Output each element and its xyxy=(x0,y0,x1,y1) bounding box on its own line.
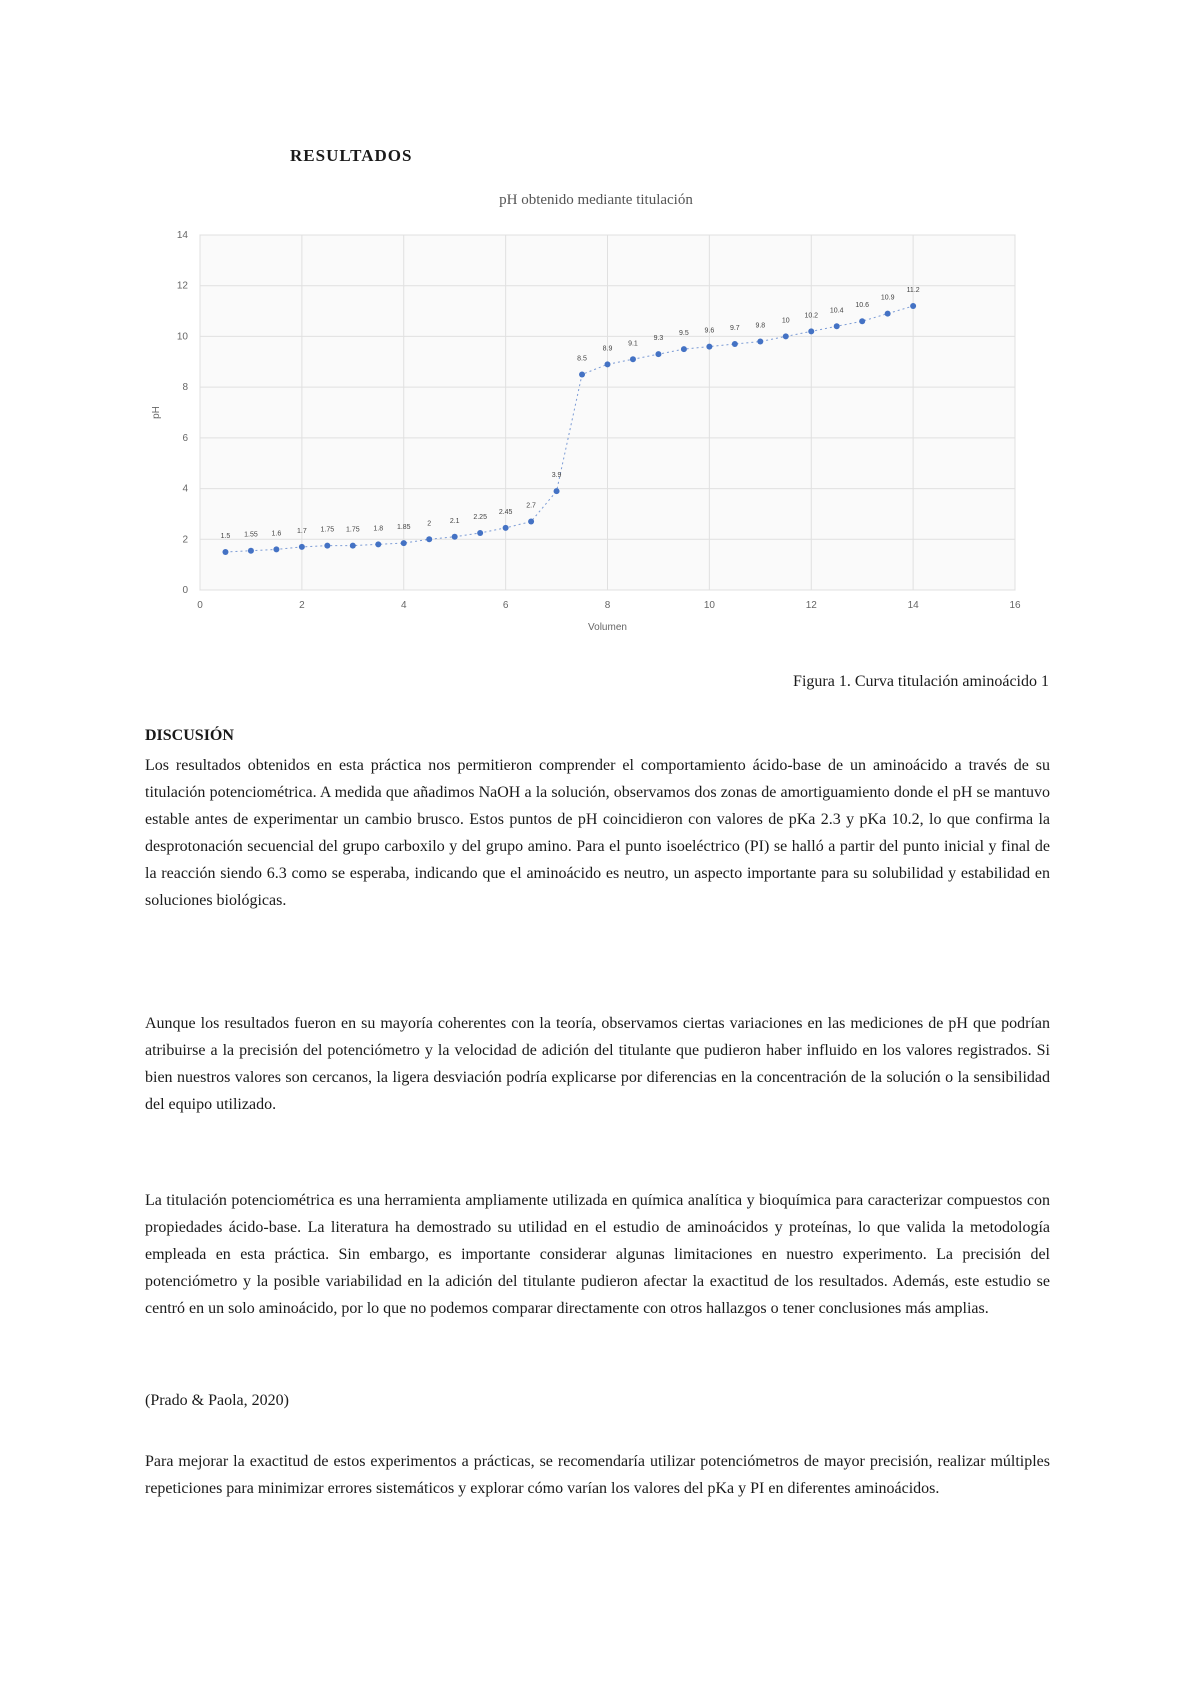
data-label: 1.75 xyxy=(320,526,335,534)
data-point xyxy=(732,341,738,347)
data-point xyxy=(248,548,254,554)
discussion-title: DISCUSIÓN xyxy=(145,727,234,744)
data-point xyxy=(630,356,636,362)
data-point xyxy=(375,541,381,547)
paragraph-4: Para mejorar la exactitud de estos experimentos a prácticas, se recomendaría utilizar potenciómetros de mayor precisión, realizar múltiples repeticiones para minimizar errores sistemáticos y explorar cómo varían los valores del pKa y PI en diferentes aminoácidos. xyxy=(145,1453,1050,1497)
data-label: 11.2 xyxy=(906,287,920,294)
data-label: 10.4 xyxy=(829,307,844,315)
data-label: 1.7 xyxy=(297,527,307,535)
data-label: 2.45 xyxy=(498,508,513,516)
y-tick-label: 12 xyxy=(176,280,188,292)
y-tick-label: 10 xyxy=(176,331,188,343)
paragraph-3: La titulación potenciométrica es una herramienta ampliamente utilizada en química analítica y bioquímica para caracterizar compuestos con propiedades ácido-base. La literatura ha demostrado su utilidad en el estudio de aminoácidos y proteínas, lo que valida la metodología empleada en esta práctica. Sin embargo, es importante considerar algunas limitaciones en nuestro experimento. La precisión del potenciómetro y la posible variabilidad en la adición del titulante pudieron afectar la exactitud de los resultados. Además, este estudio se centró en un solo aminoácido, por lo que no podemos comparar directamente con otros hallazgos o tener conclusiones más amplias. xyxy=(145,1192,1050,1317)
data-label: 2.1 xyxy=(449,517,460,525)
data-point xyxy=(579,371,585,377)
data-label: 10.6 xyxy=(855,302,869,310)
data-label: 10.9 xyxy=(880,294,895,302)
y-axis-label: pH xyxy=(151,406,162,419)
data-point xyxy=(554,488,560,494)
x-axis-label: Volumen xyxy=(588,622,627,633)
data-label: 1.8 xyxy=(373,525,384,533)
data-point xyxy=(273,546,279,552)
y-tick-label: 0 xyxy=(182,585,188,596)
data-label: 9.1 xyxy=(628,340,638,348)
data-point xyxy=(503,525,509,531)
y-tick-label: 2 xyxy=(182,534,188,546)
x-tick-label: 10 xyxy=(703,600,715,611)
y-tick-label: 6 xyxy=(182,432,188,444)
data-point xyxy=(324,543,330,549)
y-tick-label: 4 xyxy=(182,483,188,495)
data-label: 1.5 xyxy=(220,532,231,540)
data-label: 9.5 xyxy=(679,330,689,338)
x-tick-label: 6 xyxy=(502,600,509,611)
y-tick-label: 14 xyxy=(176,230,188,241)
x-tick-label: 16 xyxy=(1009,600,1021,611)
x-tick-label: 14 xyxy=(907,600,919,611)
x-tick-label: 4 xyxy=(400,600,407,611)
reference: (Prado & Paola, 2020) xyxy=(145,1392,289,1409)
data-point xyxy=(299,544,305,550)
data-point xyxy=(783,333,789,339)
x-tick-label: 2 xyxy=(299,600,305,611)
data-point xyxy=(681,346,687,352)
y-tick-label: 8 xyxy=(182,382,188,394)
data-point xyxy=(477,530,483,536)
data-point xyxy=(910,303,916,309)
data-point xyxy=(885,311,891,317)
data-label: 9.6 xyxy=(704,327,715,335)
data-label: 1.85 xyxy=(396,524,411,532)
data-label: 8.9 xyxy=(602,345,613,353)
data-point xyxy=(834,323,840,329)
data-point xyxy=(808,328,814,334)
paragraph-1: Los resultados obtenidos en esta práctica nos permitieron comprender el comportamiento ácido-base de un aminoácido a través de su titulación potenciométrica. A medida que añadimos NaOH a la solución, observamos dos zonas de amortiguamiento donde el pH se mantuvo estable antes de experimentar un cambio brusco. Estos puntos de pH coincidieron con valores de pKa 2.3 y pKa 10.2, lo que confirma la desprotonación secuencial del grupo carboxilo y del grupo amino. Para el punto isoeléctrico (PI) se halló a partir del punto inicial y final de la reacción siendo 6.3 como se esperaba, indicando que el aminoácido es neutro, un aspecto importante para su solubilidad y estabilidad en soluciones biológicas. xyxy=(145,757,1050,909)
data-point xyxy=(706,344,712,350)
data-point xyxy=(859,318,865,324)
data-label: 9.7 xyxy=(729,325,740,333)
section-title: RESULTADOS xyxy=(290,146,413,165)
data-label: 10 xyxy=(781,317,790,325)
data-point xyxy=(655,351,661,357)
data-point xyxy=(757,339,763,345)
figure-caption: Figura 1. Curva titulación aminoácido 1 xyxy=(793,673,1049,690)
x-tick-label: 8 xyxy=(604,600,611,611)
data-label: 1.6 xyxy=(271,530,282,538)
data-point xyxy=(605,361,611,367)
data-point xyxy=(350,543,356,549)
x-tick-label: 0 xyxy=(197,600,203,611)
data-label: 9.3 xyxy=(653,335,664,343)
data-point xyxy=(452,534,458,540)
data-label: 2.7 xyxy=(526,502,536,510)
paragraph-2: Aunque los resultados fueron en su mayoría coherentes con la teoría, observamos ciertas variaciones en las mediciones de pH que podrían atribuirse a la precisión del potenciómetro y la velocidad de adición del titulante que pudieron haber influido en los valores registrados. Si bien nuestros valores son cercanos, la ligera desviación podría explicarse por diferencias en la concentración de la solución o la sensibilidad del equipo utilizado. xyxy=(145,1015,1050,1113)
data-point xyxy=(222,549,228,555)
data-label: 1.55 xyxy=(244,531,258,539)
titration-chart xyxy=(145,225,1045,633)
data-label: 9.8 xyxy=(755,322,766,330)
data-label: 1.75 xyxy=(346,526,360,534)
x-tick-label: 12 xyxy=(805,600,817,611)
data-label: 2 xyxy=(427,520,432,528)
data-label: 8.5 xyxy=(577,355,587,363)
data-label: 10.2 xyxy=(804,312,819,320)
data-point xyxy=(426,536,432,542)
data-label: 2.25 xyxy=(473,513,487,521)
data-label: 3.9 xyxy=(551,472,562,480)
chart-title: pH obtenido mediante titulación xyxy=(499,192,693,208)
data-point xyxy=(401,540,407,546)
data-point xyxy=(528,519,534,525)
